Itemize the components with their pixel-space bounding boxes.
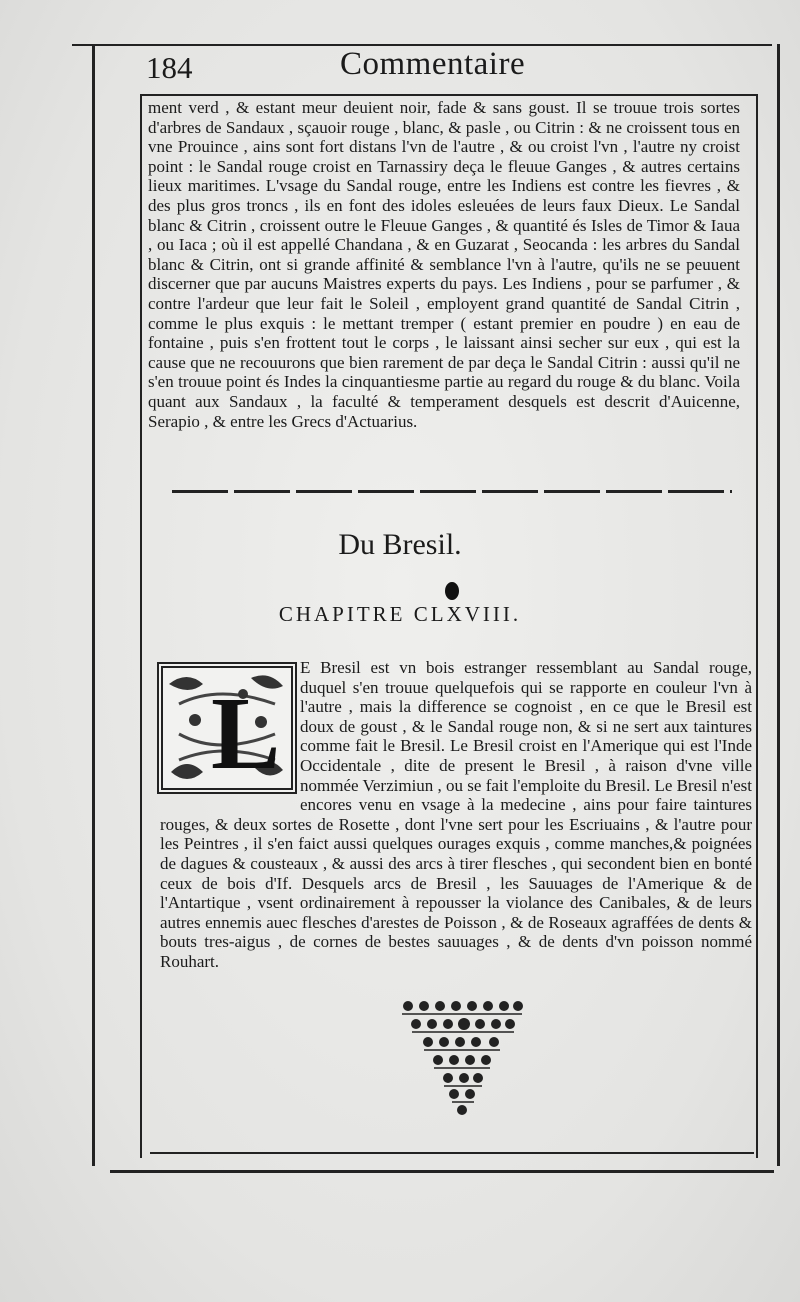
section-divider bbox=[172, 490, 732, 493]
fleuron-tailpiece-icon bbox=[398, 996, 526, 1120]
chapter-text bbox=[160, 658, 752, 972]
running-head: Commentaire bbox=[340, 46, 526, 82]
ink-blot-mark bbox=[445, 582, 459, 600]
chapter-number: CHAPITRE CLXVIII. bbox=[278, 602, 522, 626]
outer-bottom-rule bbox=[110, 1170, 774, 1173]
dropcap-letter: L bbox=[211, 676, 281, 791]
chapter-paragraph: E Bresil est vn bois estranger ressemblant au Sandal rouge, duquel s'en trouue quelquefois qui se rapporte en couleur l'vn à l'autre , mais la difference se cognoist , en ce que le Bresil est doux de goust , & le Sandal rouge non, & si ne sert aux taintures comme fait le Bresil. Le Bresil croist en l'Amerique qui est l'Inde Occidentale , dite de present le Bresil , à raison d'vne ville nommée Verzimiun , ou se fait l'emploite du Bresil. Le Bresil n'est encores venu en vsage à la medecine , ains pour faire taintures rouges, & deux sortes de Rosette , dont l'vne sert pour les Escriuains , & l'autre pour les Peintres , il s'en faict aussi quelques ourages exquis , comme manches,& poignées de dagues & cousteaux , & aussi des arcs à tirer flesches , qui secondent bien en bonté ceux de bois d'If. Desquels arcs de Bresil , les Sauuages de l'Amerique & de l'Antartique , vsent ordinairement à repousser la violance des Canibales, & de leurs autres ennemis auec flesches d'arestes de Poisson , & de Roseaux agraffées de dents & bouts tres-aigus , de cornes de bestes sauuages , & de dents d'vn poisson nommé Rouhart. bbox=[160, 658, 752, 971]
inner-bottom-rule bbox=[150, 1152, 754, 1154]
previous-chapter-paragraph: ment verd , & estant meur deuient noir, fade & sans goust. Il se trouue trois sortes d'arbres de Sandaux , sçauoir rouge , blanc, & pasle , ou Citrin : & ne croissent tous en vne Prouince , ains sont fort distans l'vn de l'autre , & ou croist l'vn , l'autre ny croist point : le Sandal rouge croist en Tarnassiry deça le fleuue Ganges , & autres certains lieux maritimes. L'vsage du Sandal rouge, entre les Indiens est contre les fievres , & des plus gros troncs , ils en font des idoles esleuées de leurs faux Dieux. Le Sandal blanc & Citrin , croissent outre le Fleuue Ganges , & quantité és Isles de Timor & Iaua , ou Iaca ; où il est appellé Chandana , & en Guzarat , Seocanda : les arbres du Sandal blanc & Citrin, ont si grande affinité & semblance l'vn à l'autre, qu'ils ne se peuuent discerner que par aucuns Maistres experts du pays. Les Indiens , pour se parfumer , & contre l'ardeur que leur fait le Soleil , employent grand quantité de Sandal Citrin , comme le plus exquis : le mettant tremper ( estant premier en poudre ) en eau de fontaine , puis s'en frottent tout le corps , le laissant ainsi secher sur eux , qui est la cause que ne recouurons que bien rarement de par deça le Sandal Citrin : aussi qu'il ne s'en trouue point és Indes la cinquantiesme partie au regard du rouge & du blanc. Voila quant aux Sandaux , la faculté & temperament desquels est descrit d'Auicenne, Serapio , & entre les Grecs d'Actuarius. bbox=[148, 98, 740, 431]
chapter-title: Du Bresil. bbox=[338, 528, 462, 561]
previous-chapter-text bbox=[148, 98, 740, 431]
page-number: 184 bbox=[146, 50, 193, 85]
